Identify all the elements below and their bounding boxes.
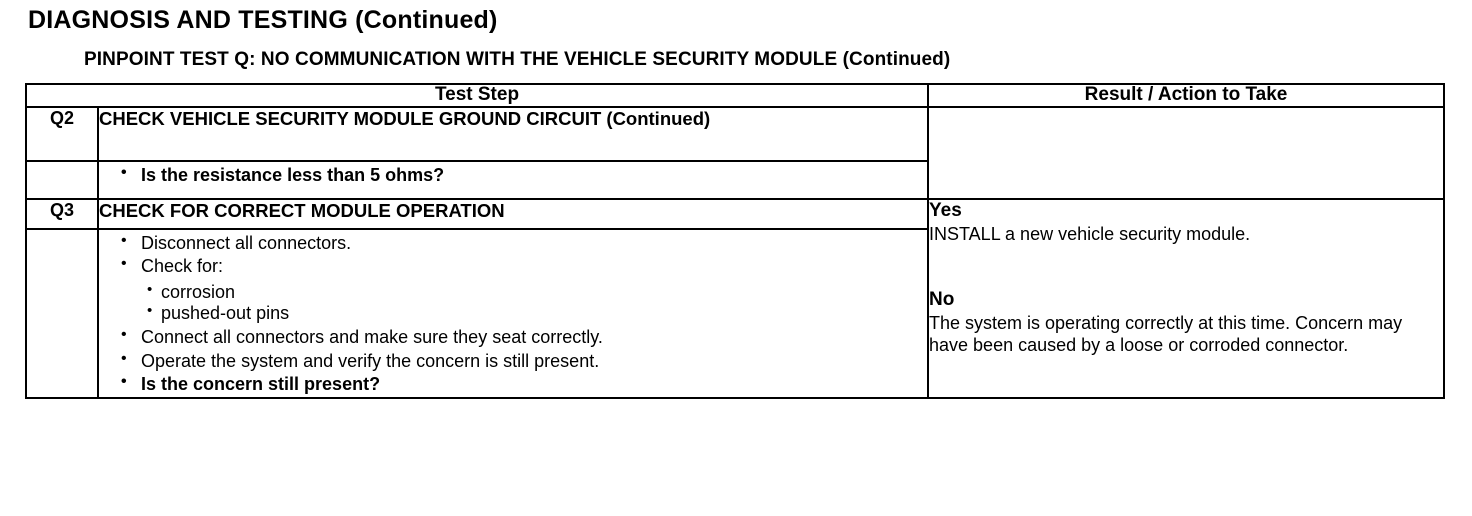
list-item: • Operate the system and verify the concern is still present.	[99, 350, 927, 373]
list-item: • corrosion	[99, 282, 927, 303]
step-id-q3-continued	[26, 229, 98, 398]
table-header-row	[26, 84, 1444, 107]
list-item: • Disconnect all connectors.	[99, 232, 927, 255]
column-header-result: Result / Action to Take	[928, 84, 1444, 107]
result-text-no: The system is operating correctly at this time. Concern may have been caused by a loose or corroded connector.	[929, 312, 1403, 356]
page-title: DIAGNOSIS AND TESTING (Continued)	[28, 6, 498, 34]
table-row	[26, 107, 1444, 161]
step-body-q3	[98, 229, 928, 398]
step-id-q2-continued	[26, 161, 98, 199]
step-title-text: CHECK VEHICLE SECURITY MODULE GROUND CIRCUIT (Continued)	[99, 107, 711, 129]
step-title-q3	[98, 199, 928, 229]
list-item: • Is the resistance less than 5 ohms?	[99, 164, 927, 187]
result-spacer	[929, 245, 1443, 289]
pinpoint-test-table	[25, 83, 1445, 399]
step-id-q2: Q2	[26, 107, 98, 161]
table-row	[26, 199, 1444, 229]
result-cell-q2	[928, 107, 1444, 199]
result-text-yes: INSTALL a new vehicle security module.	[929, 223, 1251, 244]
step-id-q3: Q3	[26, 199, 98, 229]
column-header-test-step: Test Step	[26, 84, 928, 107]
result-label-no: No	[929, 289, 955, 311]
step-title-text: CHECK FOR CORRECT MODULE OPERATION	[99, 199, 505, 221]
step-title-q2	[98, 107, 928, 161]
document-page	[0, 6, 1472, 516]
result-label-yes: Yes	[929, 199, 962, 221]
list-item: • pushed-out pins	[99, 303, 927, 324]
list-item: • Check for:	[99, 255, 927, 278]
result-cell-q3	[928, 199, 1444, 398]
pinpoint-test-title: PINPOINT TEST Q: NO COMMUNICATION WITH THE VEHICLE SECURITY MODULE (Continued)	[84, 49, 951, 70]
list-item: • Connect all connectors and make sure they seat correctly.	[99, 326, 927, 349]
list-item: • Is the concern still present?	[99, 373, 927, 396]
step-question-q2	[98, 161, 928, 199]
